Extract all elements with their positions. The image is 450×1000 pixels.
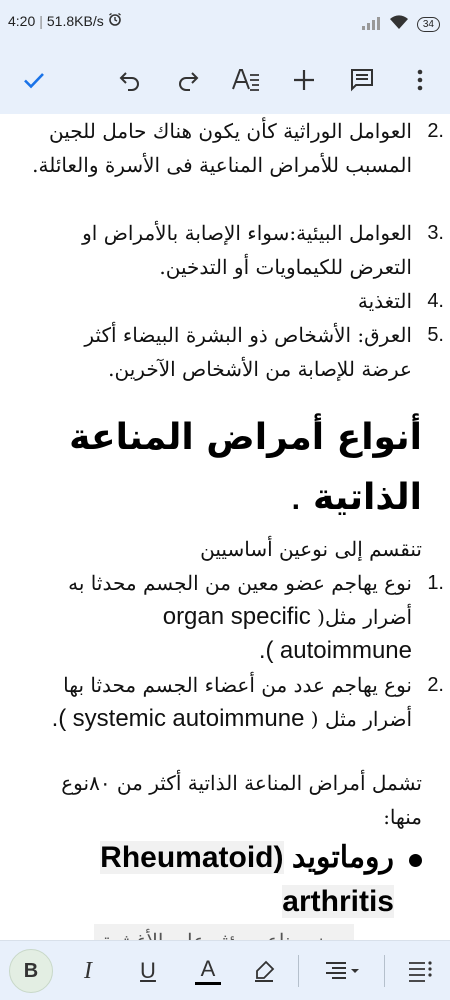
text-color-swatch bbox=[195, 982, 221, 985]
underline-button[interactable] bbox=[130, 951, 166, 991]
bullet-latin: (Rheumatoid arthritis bbox=[100, 841, 394, 918]
text-color-button[interactable] bbox=[190, 951, 226, 991]
insert-icon[interactable] bbox=[286, 62, 322, 98]
status-right bbox=[361, 14, 440, 34]
list-item bbox=[28, 284, 444, 318]
list-item-latin-2: autoimmune bbox=[172, 705, 305, 732]
list-options-button[interactable] bbox=[400, 951, 440, 991]
bullet-text bbox=[22, 836, 394, 924]
list-number: 1. bbox=[427, 572, 444, 594]
bold-icon bbox=[9, 949, 53, 993]
status-speed: 51.8KB/s bbox=[46, 12, 104, 29]
list-item-text: العرق: الأشخاص ذو البشرة البيضاء أكثر عرضة للإصابة من الأشخاص الآخرين. bbox=[84, 323, 412, 381]
list-item bbox=[28, 114, 444, 182]
text-format-icon[interactable] bbox=[228, 62, 264, 98]
section-heading bbox=[22, 408, 422, 531]
document-body[interactable] bbox=[0, 114, 450, 940]
text-color-icon: A bbox=[200, 955, 216, 981]
status-separator: | bbox=[39, 12, 43, 29]
list-item-tail: ). bbox=[51, 705, 67, 732]
list-item-latin: organ specific bbox=[162, 603, 311, 630]
list-number: 4. bbox=[427, 290, 444, 312]
alarm-icon bbox=[108, 12, 122, 29]
list-item bbox=[28, 566, 444, 668]
list-item-text bbox=[28, 566, 418, 668]
align-button[interactable] bbox=[318, 951, 366, 991]
signal-icon bbox=[361, 15, 381, 34]
list-item-latin: systemic bbox=[72, 705, 166, 732]
highlight-button[interactable] bbox=[246, 951, 282, 991]
list-icon bbox=[407, 960, 433, 982]
list-item-text: العوامل الوراثية كأن يكون هناك حامل للجين المسبب للأمراض المناعية فى الأسرة والعائلة. bbox=[32, 119, 412, 177]
list-item-arabic: نوع يهاجم عضو معين من الجسم محدثا به أضرار مثل( bbox=[68, 571, 412, 629]
status-time: 4:20 bbox=[8, 12, 36, 29]
list-item-tail: ). bbox=[258, 637, 274, 664]
list-item-latin-2: autoimmune bbox=[279, 637, 412, 664]
wifi-icon bbox=[389, 14, 409, 34]
list-number: 5. bbox=[427, 324, 444, 346]
bullet-item bbox=[22, 836, 422, 924]
highlighter-icon bbox=[252, 959, 276, 983]
bullet-arabic: روماتويد bbox=[291, 841, 394, 874]
paragraph: تشمل أمراض المناعة الذاتية أكثر من ٨٠نوع منها: bbox=[61, 771, 422, 829]
list-number: 2. bbox=[427, 674, 444, 696]
list-item-text bbox=[28, 668, 418, 736]
redo-icon[interactable] bbox=[170, 62, 206, 98]
align-right-icon bbox=[324, 960, 360, 982]
cutoff-text bbox=[94, 924, 354, 940]
bold-label: B bbox=[23, 959, 39, 982]
list-item bbox=[28, 318, 444, 386]
list-item bbox=[28, 216, 444, 284]
format-bar bbox=[0, 940, 450, 1000]
intro-text: تنقسم إلى نوعين أساسيين bbox=[200, 537, 422, 561]
list-item-text: التغذية bbox=[357, 289, 412, 313]
status-left bbox=[8, 12, 122, 29]
list-number: 2. bbox=[427, 120, 444, 142]
italic-button[interactable] bbox=[70, 951, 106, 991]
check-icon[interactable] bbox=[16, 62, 52, 98]
editor-toolbar bbox=[0, 46, 450, 114]
list-item bbox=[28, 668, 444, 736]
italic-icon: I bbox=[84, 957, 92, 984]
list-item-text: العوامل البيئية:سواء الإصابة بالأمراض او التعرض للكيماويات أو التدخين. bbox=[82, 221, 412, 279]
status-bar bbox=[0, 0, 450, 46]
list-number: 3. bbox=[427, 222, 444, 244]
divider bbox=[298, 955, 299, 987]
comment-icon[interactable] bbox=[344, 62, 380, 98]
heading-period: . bbox=[291, 487, 301, 515]
bold-button[interactable] bbox=[6, 951, 56, 991]
bullet-dot bbox=[409, 854, 422, 867]
heading-text: أنواع أمراض المناعة الذاتية bbox=[69, 417, 422, 518]
list-item-arabic: نوع يهاجم عدد من أعضاء الجسم محدثا بها أضرار مثل ( bbox=[63, 673, 412, 731]
more-vert-icon[interactable] bbox=[402, 62, 438, 98]
battery-indicator: 34 bbox=[417, 17, 440, 32]
divider bbox=[384, 955, 385, 987]
underline-icon: U bbox=[140, 958, 156, 983]
undo-icon[interactable] bbox=[112, 62, 148, 98]
